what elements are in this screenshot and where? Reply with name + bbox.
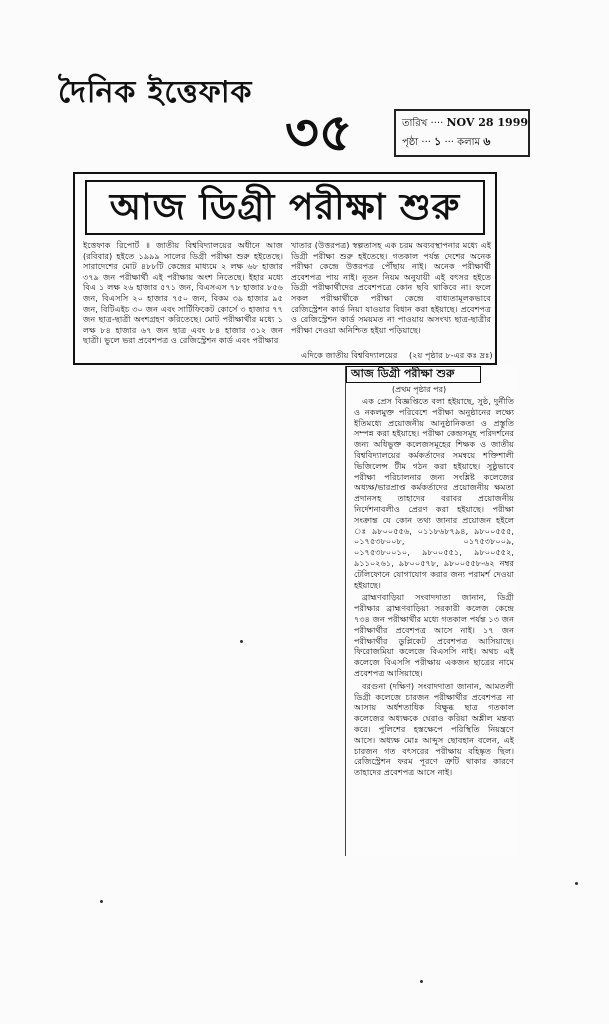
article-column-2-tail: এদিকে জাতীয় বিশ্ববিদ্যালয়ের bbox=[301, 350, 398, 360]
continuation-subhead: (প্রথম পৃষ্ঠার পর) bbox=[392, 385, 447, 394]
stamp-date-row: তারিখ ···· NOV 28 1999 bbox=[402, 116, 528, 129]
article-clipping bbox=[73, 172, 497, 365]
article-continued-note: (২য় পৃষ্ঠার ৮-এর কঃ দ্রঃ) bbox=[409, 350, 493, 360]
article-headline: আজ ডিগ্রী পরীক্ষা শুরু bbox=[85, 180, 485, 235]
scan-speck bbox=[420, 980, 423, 983]
continuation-body bbox=[354, 396, 514, 780]
handwritten-page-number: ৩৫ bbox=[285, 102, 353, 163]
continuation-headline: আজ ডিগ্রী পরীক্ষা শুরু bbox=[346, 366, 481, 383]
stamp-column-value: ৬ bbox=[483, 135, 491, 148]
scan-speck bbox=[575, 882, 578, 885]
newspaper-name: দৈনিক ইত্তেফাক bbox=[58, 75, 253, 110]
stamp-page-value: ১ bbox=[434, 135, 442, 148]
archive-stamp bbox=[394, 109, 530, 157]
stamp-column-label: কলাম bbox=[457, 137, 481, 148]
article-column-2 bbox=[291, 240, 491, 335]
stamp-date-value: NOV 28 1999 bbox=[446, 116, 528, 129]
article-column-2-text: খাতার (উত্তরপত্র) স্বল্পতাসহ এক চরম অব্যবস্থাপনার মধ্যে এই ডিগ্রী পরীক্ষা শুরু হইতেছে। গতকাল পর্যন্ত দেশের অনেক পরীক্ষা কেন্দ্রে উত্তরপত্র পৌঁছায় নাই। অনেক পরীক্ষার্থী প্রবেশপত্র পায় নাই। নূতন নিয়ম অনুযায়ী এই বৎসর হইতে ডিগ্রী পরীক্ষার্থীদের প্রবেশপত্রে কোন ছবি থাকিবে না। ফলে সকল পরীক্ষার্থীকে পরীক্ষা কেন্দ্রে বাধ্যতামূলকভাবে রেজিস্ট্রেশন কার্ড নিয়া যাওয়ার বিধান করা হইয়াছে। প্রবেশপত্র ও রেজিস্ট্রেশন কার্ড সময়মত না পাওয়ায় অসংখ্য ছাত্র-ছাত্রীর পরীক্ষা দেওয়া অনিশ্চিত হইয়া পড়িয়াছে। bbox=[291, 240, 491, 335]
continuation-clipping bbox=[345, 366, 517, 856]
continuation-paragraph: এক প্রেস বিজ্ঞপ্তিতে বলা হইয়াছে, সুষ্ঠ, দুর্নীতি ও নকলমুক্ত পরিবেশে পরীক্ষা অনুষ্ঠানের লক্ষ্যে ইতিমধ্যে প্রয়োজনীয় আনুষ্ঠানিকতা ও প্রস্তুতি সম্পন্ন করা হইয়াছে। পরীক্ষা কেন্দ্রসমূহ পরিদর্শনের জন্য অধিভুক্ত কলেজসমূহের শিক্ষক ও জাতীয় বিশ্ববিদ্যালয়ের কর্মকর্তাদের সমন্বয়ে শক্তিশালী ভিজিলেন্স টীম গঠন করা হইয়াছে। সুষ্ঠুভাবে পরীক্ষা পরিচালনার জন্য সংশ্লিষ্ট কলেজের অধ্যক্ষ/ভারপ্রাপ্ত কর্মকর্তাদের প্রয়োজনীয় ক্ষমতা প্রদানসহ তাহাদের বরাবর প্রয়োজনীয় নির্দেশনাবলীও প্রেরণ করা হইয়াছে। পরীক্ষা সংক্রান্ত যে কোন তথ্য জানার প্রয়োজন হইলে ঃ ৯৮০০৫৫৬, ০১১৮৬৮৭৯৪, ৯৮০০৫৫৫, ০১৭৫৩৮০০৮, ০১৭৫৩৮০০৯, ০১৭৫৩৮০০১০, ৯৮০০৫৫১, ৯৮০০৫৫২, ৯১১০২৬১, ৯৮০০৫৭৮, ৯৮০০৫৫৮-৬২ নম্বর টেলিফোনে যোগাযোগ করার জন্য পরামর্শ দেওয়া হইয়াছে। bbox=[354, 396, 514, 590]
stamp-date-label: তারিখ bbox=[402, 118, 428, 129]
continuation-paragraph: ব্রাহ্মণবাড়িয়া সংবাদদাতা জানান, ডিগ্রী পরীক্ষার ব্রাহ্মণবাড়িয়া সরকারী কলেজ কেন্দ্রে ৭৩৪ জন পরীক্ষার্থীর মধ্যে গতকাল পর্যন্ত ১৩ জন পরীক্ষার্থীর প্রবেশপত্র আসে নাই। ১৭ জন পরীক্ষার্থীর ডুপ্লিকেট প্রবেশপত্র আসিয়াছে। ফিরোজমিয়া কলেজে বিএসসি নাই। অথচ এই কলেজে বিএসসি পরীক্ষায় একজন ছাত্রের নামে প্রবেশপত্র আসিয়াছে। bbox=[354, 592, 514, 678]
scan-speck bbox=[240, 640, 243, 643]
stamp-page-row: পৃষ্ঠা ··· ১ ··· কলাম ৬ bbox=[402, 135, 491, 148]
stamp-page-label: পৃষ্ঠা bbox=[402, 137, 419, 148]
scan-speck bbox=[100, 900, 103, 903]
continuation-paragraph: বরগুনা (দক্ষিণ) সংবাদদাতা জানান, আমতলী ডিগ্রী কলেজে চারজন পরীক্ষার্থীর প্রবেশপত্র না আসায় অর্ধশতাধিক বিক্ষুব্ধ ছাত্র গতকাল কলেজের অধ্যক্ষকে ঘেরাও করিয়া অশ্লীল মন্তব্য করে। পুলিশের হস্তক্ষেপে পরিস্থিতি নিয়ন্ত্রণে আসে। অধ্যক্ষ মোঃ আব্দুস ছোবহান বলেন, এই চারজন গত বৎসরের পরীক্ষায় বহিষ্কৃত ছিল। রেজিস্ট্রেশন ফরম পূরণে ত্রুটি থাকার কারণে তাহাদের প্রবেশপত্র আসে নাই। bbox=[354, 680, 514, 778]
article-column-1: ইত্তেফাক রিপোর্ট ॥ জাতীয় বিশ্ববিদ্যালয়ের অধীনে আজ (রবিবার) হইতে ১৯৯৯ সালের ডিগ্রী পরীক্ষা শুরু হইতেছে। সারাদেশের মোট ৪৮৮টি কেন্দ্রের মাধ্যমে ২ লক্ষ ৬৮ হাজার ৩৭৯ জন পরীক্ষার্থী এই পরীক্ষায় অংশ নিতেছে। ইহার মধ্যে বিএ ১ লক্ষ ২৬ হাজার ৫৭১ জন, বিএসএস ৭৮ হাজার ৮৫৬ জন, বিএসসি ২০ হাজার ৭৫০ জন, বিকম ৩৯ হাজার ৯৫ জন, বিটিএইচ ৩০ জন এবং সার্টিফিকেট কোর্সে ৩ হাজার ৭৭ জন ছাত্র-ছাত্রী অংশগ্রহণ করিতেছে। মোট পরীক্ষার্থীর মধ্যে ১ লক্ষ ৮৪ হাজার ৬৭ জন ছাত্র এবং ৮৪ হাজার ৩১২ জন ছাত্রী। ভুলে ভরা প্রবেশপত্র ও রেজিস্ট্রেশন কার্ড এবং পরীক্ষার bbox=[83, 240, 283, 346]
